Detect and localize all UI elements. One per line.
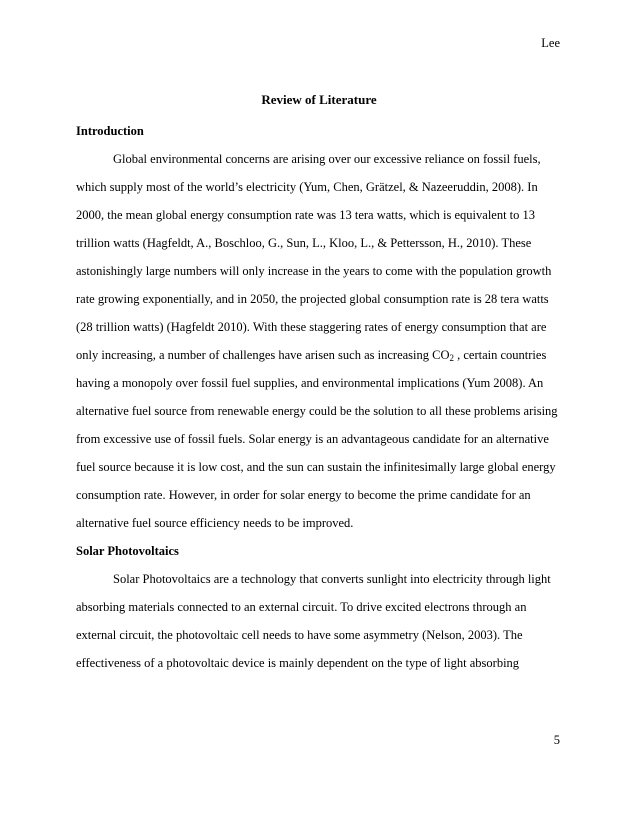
paragraph-line: external circuit, the photovoltaic cell needs to have some asymmetry (Nelson, 2003). The (76, 628, 523, 642)
paragraph-line: effectiveness of a photovoltaic device is mainly dependent on the type of light absorbing (76, 656, 520, 670)
page-number: 5 (553, 733, 560, 747)
paragraph-line: which supply most of the world’s electricity (Yum, Chen, Grätzel, & Nazeeruddin, 2008). In (76, 180, 538, 194)
paragraph-line: rate growing exponentially, and in 2050, the projected global consumption rate is 28 tera watts (76, 292, 549, 306)
co2-text: only increasing, a number of challenges have arisen such as increasing CO (76, 348, 450, 362)
co2-tail: , certain countries (454, 348, 547, 362)
co2-subscript: 2 (449, 353, 454, 363)
paragraph-line: (28 trillion watts) (Hagfeldt 2010). With these staggering rates of energy consumption that are (76, 320, 547, 334)
paragraph-line: from excessive use of fossil fuels. Solar energy is an advantageous candidate for an alternative (76, 432, 549, 446)
paragraph-line: trillion watts (Hagfeldt, A., Boschloo, G., Sun, L., Kloo, L., & Pettersson, H., 2010). These (76, 236, 532, 250)
page-title: Review of Literature (261, 92, 377, 107)
paragraph-line: astonishingly large numbers will only increase in the years to come with the population growth (76, 264, 552, 278)
paragraph-line: alternative fuel source from renewable energy could be the solution to all these problems arising (76, 404, 558, 418)
paragraph-line: 2000, the mean global energy consumption rate was 13 tera watts, which is equivalent to 13 (76, 208, 536, 222)
running-header-author: Lee (541, 36, 560, 50)
paragraph-line: Solar Photovoltaics are a technology that converts sunlight into electricity through light (113, 572, 551, 586)
section-heading-introduction: Introduction (76, 124, 144, 138)
paragraph-line: absorbing materials connected to an external circuit. To drive excited electrons through an (76, 600, 527, 614)
paragraph-line: Global environmental concerns are arising over our excessive reliance on fossil fuels, (113, 152, 541, 166)
paragraph-line: alternative fuel source efficiency needs to be improved. (76, 516, 354, 530)
paragraph-line: consumption rate. However, in order for solar energy to become the prime candidate for an (76, 488, 531, 502)
paragraph-line: fuel source because it is low cost, and the sun can sustain the infinitesimally large global energy (76, 460, 556, 474)
paragraph-line-co2 (76, 348, 546, 363)
section-heading-solar-photovoltaics: Solar Photovoltaics (76, 544, 179, 558)
paragraph-line: having a monopoly over fossil fuel supplies, and environmental implications (Yum 2008). An (76, 376, 544, 390)
